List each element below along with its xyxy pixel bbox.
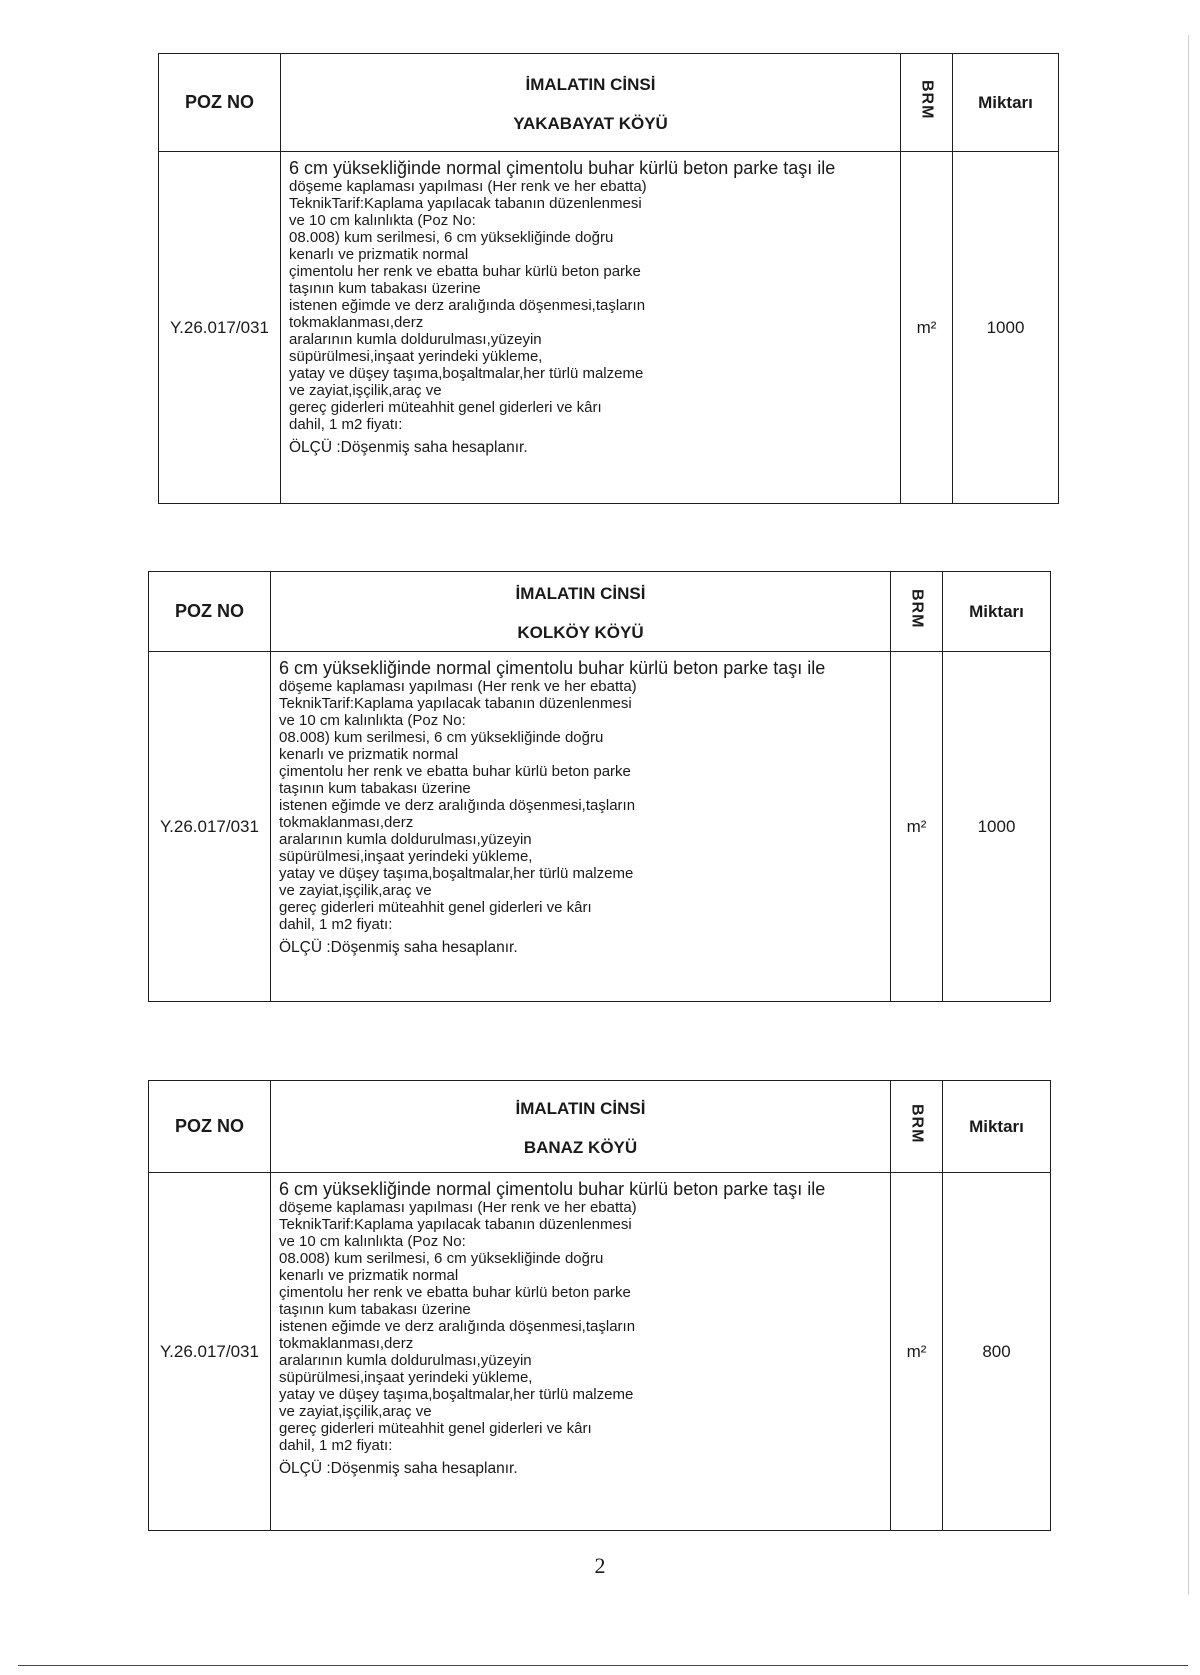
description-line: döşeme kaplaması yapılması (Her renk ve her ebatta) [279,678,637,695]
description-line: dahil, 1 m2 fiyatı: [279,1437,393,1454]
scan-edge-line [1188,35,1189,1595]
description-line: kenarlı ve prizmatik normal [279,746,459,763]
description-line: tokmaklanması,derz [279,814,414,831]
description-line: aralarının kumla doldurulması,yüzeyin [279,1352,532,1369]
description-line: istenen eğimde ve derz aralığında döşenmesi,taşların [279,1318,636,1335]
miktar-header: Miktarı [943,572,1051,652]
description-line: aralarının kumla doldurulması,yüzeyin [289,331,542,348]
olcu-note: ÖLÇÜ :Döşenmiş saha hesaplanır. [289,439,528,456]
description-line: tokmaklanması,derz [289,314,424,331]
description-line: çimentolu her renk ve ebatta buhar kürlü beton parke [279,1284,631,1301]
description-line: ve zayiat,işçilik,araç ve [279,882,432,899]
table-header-row [159,54,1059,152]
description-line: TeknikTarif:Kaplama yapılacak tabanın düzenlenmesi [279,695,632,712]
description-line: süpürülmesi,inşaat yerindeki yükleme, [279,1369,533,1386]
village-name: KOLKÖY KÖYÜ [517,622,644,642]
poz-code: Y.26.017/031 [149,1173,271,1531]
olcu-note: ÖLÇÜ :Döşenmiş saha hesaplanır. [279,939,518,956]
description-line: ve zayiat,işçilik,araç ve [289,382,442,399]
description-line: ve 10 cm kalınlıkta (Poz No: [289,212,476,229]
description-line: süpürülmesi,inşaat yerindeki yükleme, [279,848,533,865]
description-line: tokmaklanması,derz [279,1335,414,1352]
table-header-row [149,572,1051,652]
poz-code: Y.26.017/031 [149,652,271,1002]
table-row [149,652,1051,1002]
description-line: taşının kum tabakası üzerine [279,1301,471,1318]
table-row [149,1173,1051,1531]
unit-cell: m² [891,652,943,1002]
description-line: yatay ve düşey taşıma,boşaltmalar,her türlü malzeme [289,365,644,382]
description-line: çimentolu her renk ve ebatta buhar kürlü beton parke [289,263,641,280]
miktar-header: Miktarı [953,54,1059,152]
poz-no-header: POZ NO [149,1081,271,1173]
description-cell [271,1173,891,1531]
brm-header [891,1081,943,1173]
description-line: dahil, 1 m2 fiyatı: [279,916,393,933]
description-line: dahil, 1 m2 fiyatı: [289,416,403,433]
brm-header [891,572,943,652]
description-cell [271,652,891,1002]
brm-header [901,54,953,152]
description-line: ve 10 cm kalınlıkta (Poz No: [279,1233,466,1250]
description-lead: 6 cm yüksekliğinde normal çimentolu buhar kürlü beton parke taşı ile [279,658,826,678]
imalat-header [271,572,891,652]
brm-label: BRM [908,589,926,629]
description-line: TeknikTarif:Kaplama yapılacak tabanın düzenlenmesi [279,1216,632,1233]
description-line: kenarlı ve prizmatik normal [289,246,469,263]
quantity-cell: 1000 [953,152,1059,504]
imalat-header [281,54,901,152]
description-line: 08.008) kum serilmesi, 6 cm yüksekliğinde doğru [279,729,604,746]
village-name: YAKABAYAT KÖYÜ [513,113,668,133]
description-line: TeknikTarif:Kaplama yapılacak tabanın düzenlenmesi [289,195,642,212]
poz-table-2 [148,571,1051,1002]
description-line: istenen eğimde ve derz aralığında döşenmesi,taşların [279,797,636,814]
description-line: süpürülmesi,inşaat yerindeki yükleme, [289,348,543,365]
miktar-header: Miktarı [943,1081,1051,1173]
description-lead: 6 cm yüksekliğinde normal çimentolu buhar kürlü beton parke taşı ile [279,1179,826,1199]
brm-label: BRM [908,1104,926,1144]
description-lead: 6 cm yüksekliğinde normal çimentolu buhar kürlü beton parke taşı ile [289,158,836,178]
imalat-cinsi-label: İMALATIN CİNSİ [515,583,646,603]
description-line: gereç giderleri müteahhit genel giderleri ve kârı [289,399,602,416]
poz-code: Y.26.017/031 [159,152,281,504]
brm-label: BRM [918,80,936,120]
description-line: yatay ve düşey taşıma,boşaltmalar,her türlü malzeme [279,865,634,882]
description-line: kenarlı ve prizmatik normal [279,1267,459,1284]
unit-cell: m² [901,152,953,504]
description-line: döşeme kaplaması yapılması (Her renk ve her ebatta) [279,1199,637,1216]
table-row [159,152,1059,504]
description-line: yatay ve düşey taşıma,boşaltmalar,her türlü malzeme [279,1386,634,1403]
description-line: taşının kum tabakası üzerine [289,280,481,297]
quantity-cell: 800 [943,1173,1051,1531]
table-header-row [149,1081,1051,1173]
olcu-note: ÖLÇÜ :Döşenmiş saha hesaplanır. [279,1460,518,1477]
poz-no-header: POZ NO [159,54,281,152]
description-line: gereç giderleri müteahhit genel giderleri ve kârı [279,1420,592,1437]
poz-table-3 [148,1080,1051,1531]
description-line: gereç giderleri müteahhit genel giderleri ve kârı [279,899,592,916]
quantity-cell: 1000 [943,652,1051,1002]
poz-no-header: POZ NO [149,572,271,652]
unit-cell: m² [891,1173,943,1531]
description-line: çimentolu her renk ve ebatta buhar kürlü beton parke [279,763,631,780]
page-bottom-rule [18,1665,1188,1666]
imalat-header [271,1081,891,1173]
description-line: döşeme kaplaması yapılması (Her renk ve her ebatta) [289,178,647,195]
description-cell [281,152,901,504]
description-line: 08.008) kum serilmesi, 6 cm yüksekliğinde doğru [279,1250,604,1267]
description-line: 08.008) kum serilmesi, 6 cm yüksekliğinde doğru [289,229,614,246]
description-line: ve 10 cm kalınlıkta (Poz No: [279,712,466,729]
imalat-cinsi-label: İMALATIN CİNSİ [515,1098,646,1118]
description-line: taşının kum tabakası üzerine [279,780,471,797]
imalat-cinsi-label: İMALATIN CİNSİ [525,74,656,94]
description-line: aralarının kumla doldurulması,yüzeyin [279,831,532,848]
description-line: ve zayiat,işçilik,araç ve [279,1403,432,1420]
description-line: istenen eğimde ve derz aralığında döşenmesi,taşların [289,297,646,314]
village-name: BANAZ KÖYÜ [523,1137,638,1157]
poz-table-1 [158,53,1059,504]
page-number: 2 [594,1553,606,1578]
